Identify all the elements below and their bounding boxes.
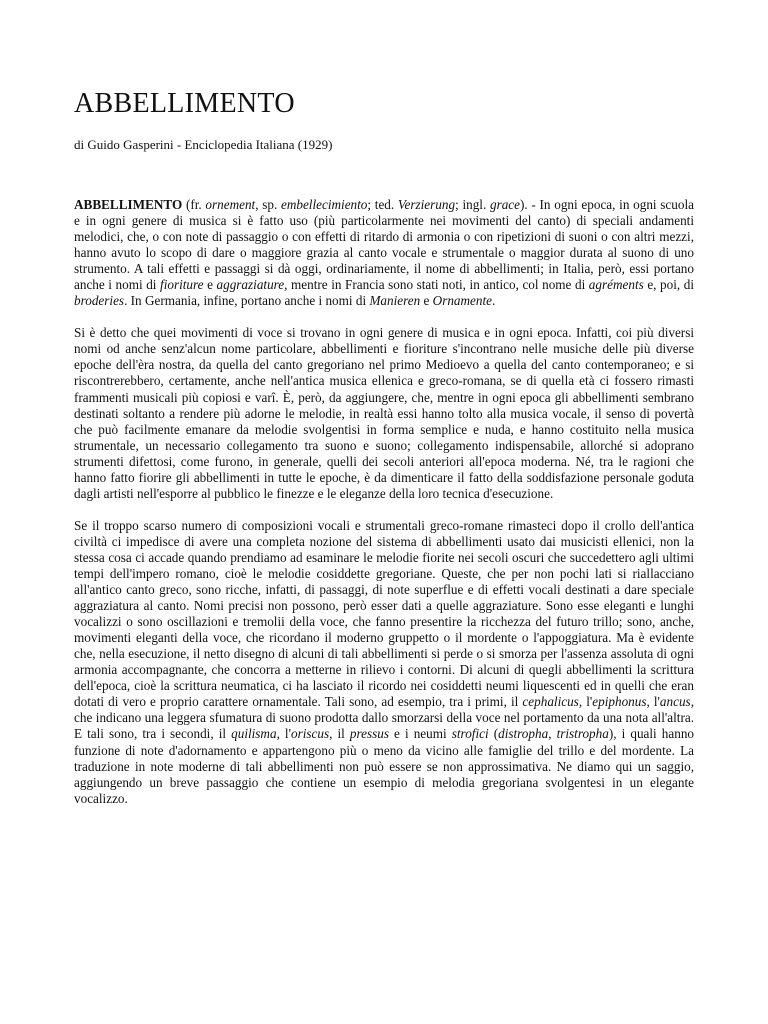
paragraph-text: . In Germania, infine, portano anche i nomi di [124, 293, 370, 309]
italic-term: aggraziature [216, 277, 285, 293]
italic-term: agréments [588, 277, 644, 293]
paragraph-text: , l' [276, 726, 291, 742]
paragraph-text: e, poi, di [643, 277, 694, 293]
article-paragraph [74, 518, 694, 807]
paragraph-text: Si è detto che quei movimenti di voce si trovano in ogni genere di musica e in ogni epoca. Infatti, coi più diversi nomi od anche senz'alcun nome particolare, abbellimenti e fioriture s'incontrano nelle musiche delle più diverse epoche dell'èra nostra, da quella del canto gregoriano nel primo Medioevo a quella del canto contemporaneo; e si riscontrerebbero, certamente, anche nell'antica musica ellenica e greco-romana, se di quella età ci fossero rimasti frammenti musicali più copiosi e varî. È, però, da aggiungere, che, mentre in ogni epoca gli abbellimenti sembrano destinati soltanto a rendere più adorne le melodie, in realtà essi hanno tolto alla musica vocale, il senso di povertà che può facilmente emanare da melodie svolgentisi in forma semplice e nuda, e hanno costituito nella musica strumentale, un necessario collegamento tra suono e suono; collegamento indispensabile, allorché si adoprano strumenti difettosi, come furono, in generale, quelli dei secoli anteriori all'epoca moderna. Né, tra le ragioni che hanno fatto fiorire gli abbellimenti in tutte le epoche, è da dimenticare il fatto della soddisfazione personale goduta dagli artisti nell'esporre al pubblico le finezze e le eleganze della loro tecnica d'esecuzione. [74, 325, 694, 501]
italic-term: Manieren [369, 293, 421, 309]
italic-term: ancus [659, 694, 691, 710]
paragraph-text: , sp. [255, 197, 281, 212]
italic-term: cephalicus [522, 694, 579, 710]
entry-headword: ABBELLIMENTO [74, 197, 183, 212]
page-title: ABBELLIMENTO [74, 88, 295, 119]
paragraph-text: ; ted. [367, 197, 398, 212]
article-body [74, 197, 694, 807]
document-page [74, 82, 694, 823]
article-paragraph [74, 325, 694, 502]
paragraph-text: ), i quali hanno funzione di note d'adornamento e appartengono più o meno da vicino alle famiglie del trillo e del mordente. La traduzione in note moderne di tali abbellimenti non può essere se non approssimativa. Ne diamo qui un saggio, aggiungendo un breve passaggio che contiene un esempio di melodia gregoriana svolgentesi in un elegante vocalizzo. [74, 726, 695, 806]
italic-term: quilisma [231, 726, 277, 742]
paragraph-text: , l' [578, 694, 593, 710]
paragraph-text: ; ingl. [455, 197, 490, 212]
italic-term: broderies [74, 293, 125, 309]
paragraph-text: , che indicano una leggera sfumatura di suono prodotta dallo smorzarsi della voce nel portamento da una nota all'altra. E tali sono, tra i secondi, il [74, 694, 694, 742]
italic-term: distropha [498, 726, 549, 742]
author-byline: di Guido Gasperini - Enciclopedia Italiana (1929) [74, 137, 333, 152]
paragraph-text: e [203, 277, 217, 293]
paragraph-text: , mentre in Francia sono stati noti, in antico, col nome di [284, 277, 589, 293]
italic-term: tristropha [556, 726, 609, 742]
italic-term: fioriture [160, 277, 204, 293]
paragraph-text: Se il troppo scarso numero di composizioni vocali e strumentali greco-romane rimasteci dopo il crollo dell'antica civiltà ci impedisce di avere una completa nozione del sistema di abbellimenti usato dai musicisti ellenici, non la stessa cosa ci accade quando prendiamo ad esaminare le melodie fiorite nei secoli oscuri che succedettero agli ultimi tempi dell'impero romano, cioè le melodie cosiddette gregoriane. Queste, che per non pochi lati si riallacciano all'antico canto greco, sono ricche, infatti, di passaggi, di note superflue e di effetti vocali destinati a dare speciale aggraziatura al canto. Nomi precisi non possono, però esser dati a quelle aggraziature. Sono esse eleganti e lunghi vocalizzi o sono oscillazioni e tremolii della voce, che fanno presentire la ricchezza del futuro trillo; sono, anche, movimenti eleganti della voce, che ricordano il moderno gruppetto o il mordente o l'appoggiatura. Ma è evidente che, nella esecuzione, il netto disegno di alcuni di tali abbellimenti si perde o si smorza per l'assenza assoluta di ogni armonia accompagnante, che concorra a metterne in rilievo i contorni. Di alcuni di quegli abbellimenti la scrittura dell'epoca, cioè la scrittura neumatica, ci ha lasciato il ricordo nei cosiddetti neumi liquescenti ed in quelli che eran dotati di vero e proprio carattere ornamentale. Tali sono, ad esempio, tra i primi, il [74, 517, 694, 710]
italic-term: oriscus [290, 726, 330, 742]
paragraph-text: , il [329, 726, 350, 742]
italic-term: ornement [205, 197, 256, 212]
italic-term: strofici [451, 726, 489, 742]
paragraph-text: (fr. [182, 197, 206, 212]
italic-term: embellecimiento [280, 197, 368, 212]
italic-term: epiphonus [592, 694, 647, 710]
paragraph-text: ). - In ogni epoca, in ogni scuola e in ogni genere di musica si è fatto uso (più particolarmente nei movimenti del canto) di speciali andamenti melodici, che, o con note di passaggio o con effetti di ritardo di armonia o con ripetizioni di suoni o con altri mezzi, hanno avuto lo scopo di dare o maggiore grazia al canto vocale e strumentale o maggior durata al suono di uno strumento. A tali effetti e passaggi si dà oggi, ordinariamente, il nome di abbellimenti; in Italia, però, essi portano anche i nomi di [74, 197, 694, 293]
paragraph-text: . [492, 293, 496, 309]
italic-term: Verzierung [397, 197, 456, 212]
italic-term: pressus [349, 726, 389, 742]
italic-term: grace [489, 197, 521, 212]
paragraph-text: e i neumi [388, 726, 452, 742]
paragraph-text: , [548, 726, 557, 742]
paragraph-text: e [420, 293, 433, 309]
article-paragraph [74, 197, 694, 309]
paragraph-text: ( [488, 726, 499, 742]
italic-term: Ornamente [432, 293, 493, 309]
paragraph-text: , l' [646, 694, 660, 710]
